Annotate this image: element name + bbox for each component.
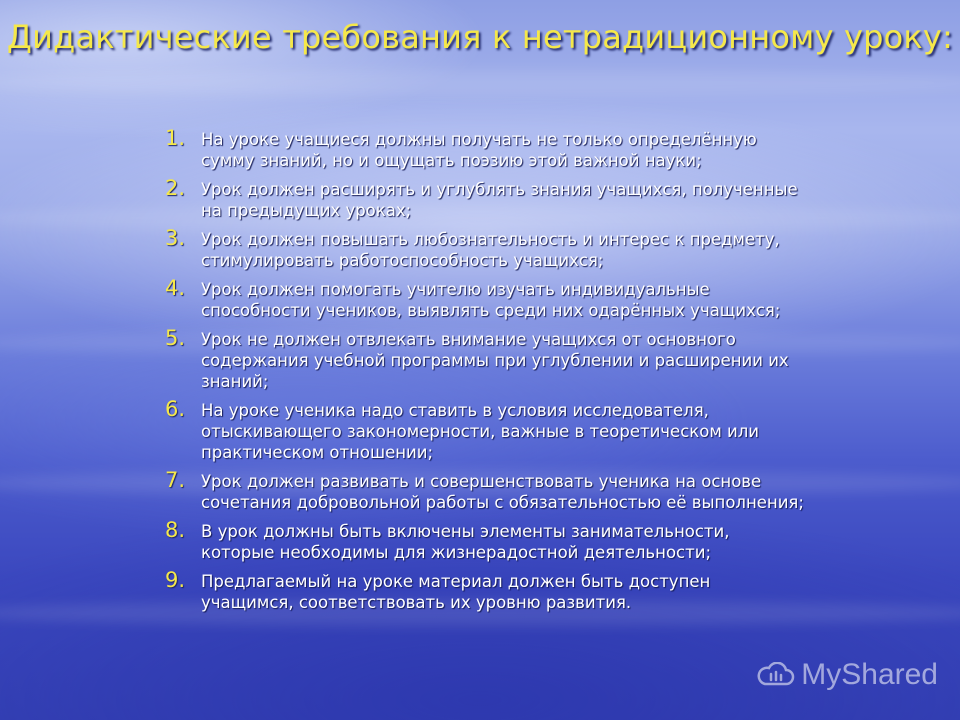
- item-text: На уроке ученика надо ставить в условия исследователя, отыскивающего закономерности, важные в теоретическом или практическом отношении;: [201, 401, 760, 462]
- item-number: 9.: [165, 568, 186, 592]
- item-number: 5.: [165, 326, 186, 350]
- list-item: [165, 469, 805, 513]
- item-text: Урок должен развивать и совершенствовать ученика на основе сочетания добровольной работы с обязательностью её выполнения;: [201, 472, 804, 512]
- list-item: [165, 519, 805, 563]
- list-item: [165, 127, 805, 171]
- list-item: [165, 177, 805, 221]
- watermark-text: MyShared: [801, 658, 938, 691]
- list-item: [165, 327, 805, 392]
- item-number: 1.: [165, 126, 186, 150]
- item-text: Урок должен повышать любознательность и интерес к предмету, стимулировать работоспособность учащихся;: [201, 230, 780, 270]
- item-number: 6.: [165, 397, 186, 421]
- requirements-list: [165, 127, 805, 619]
- list-item: [165, 227, 805, 271]
- item-text: Урок должен расширять и углублять знания учащихся, полученные на предыдущих уроках;: [201, 180, 798, 220]
- item-number: 3.: [165, 226, 186, 250]
- watermark: [755, 658, 938, 692]
- list-item: [165, 398, 805, 463]
- slide-title: Дидактические требования к нетрадиционному уроку:: [6, 18, 954, 56]
- cloud-icon: [755, 662, 795, 688]
- item-number: 7.: [165, 468, 186, 492]
- list-item: [165, 569, 805, 613]
- item-text: Предлагаемый на уроке материал должен быть доступен учащимся, соответствовать их уровню развития.: [201, 572, 711, 612]
- item-text: Урок не должен отвлекать внимание учащихся от основного содержания учебной программы при углублении и расширении их знаний;: [201, 330, 789, 391]
- item-text: На уроке учащиеся должны получать не только определённую сумму знаний, но и ощущать поэзию этой важной науки;: [201, 130, 757, 170]
- item-number: 4.: [165, 276, 186, 300]
- item-text: В урок должны быть включены элементы занимательности, которые необходимы для жизнерадостной деятельности;: [201, 522, 730, 562]
- item-text: Урок должен помогать учителю изучать индивидуальные способности учеников, выявлять среди них одарённых учащихся;: [201, 280, 781, 320]
- item-number: 2.: [165, 176, 186, 200]
- background-streak: [0, 70, 960, 96]
- item-number: 8.: [165, 518, 186, 542]
- list-item: [165, 277, 805, 321]
